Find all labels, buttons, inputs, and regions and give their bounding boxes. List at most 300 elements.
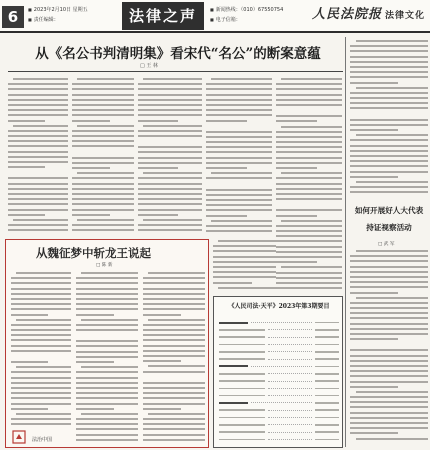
contents-row (219, 377, 339, 384)
text-line (350, 76, 428, 78)
text-line (218, 240, 276, 242)
text-line (143, 392, 205, 394)
text-line (350, 432, 398, 434)
contents-row (219, 319, 339, 326)
text-line (76, 382, 138, 384)
text-line (206, 114, 272, 116)
text-line (281, 126, 342, 128)
contents-list (219, 319, 339, 443)
text-line (350, 82, 398, 84)
text-line (138, 229, 202, 231)
text-line (350, 427, 428, 429)
text-line (276, 230, 342, 232)
text-line (138, 94, 202, 96)
text-line (143, 219, 202, 221)
text-line (11, 423, 71, 425)
text-line (350, 276, 428, 278)
text-line (11, 334, 71, 336)
article-column-5 (276, 78, 342, 293)
text-line (138, 83, 202, 85)
text-line (76, 408, 114, 410)
text-line (8, 88, 68, 90)
column-logo-icon (12, 430, 26, 444)
text-line (8, 140, 68, 142)
text-line (72, 114, 134, 116)
contents-row (219, 428, 339, 435)
text-line (350, 396, 428, 398)
text-line (143, 308, 205, 310)
text-line (138, 146, 202, 148)
text-line (206, 189, 272, 191)
page-number: 6 (2, 6, 24, 28)
text-line (276, 136, 342, 138)
article-column-3 (138, 78, 202, 236)
text-line (350, 61, 428, 63)
text-line (11, 324, 71, 326)
text-line (76, 351, 138, 353)
text-line (16, 319, 71, 321)
text-line (276, 131, 342, 133)
text-line (143, 397, 205, 399)
feature-headline: 从魏征梦中斩龙王说起 (36, 246, 151, 260)
text-line (72, 224, 134, 226)
text-line (11, 329, 71, 331)
text-line (11, 350, 71, 352)
text-line (356, 250, 428, 252)
text-line (276, 141, 342, 143)
text-line (72, 209, 134, 211)
feature-box (5, 239, 209, 448)
text-line (276, 225, 342, 227)
text-line (13, 125, 68, 127)
text-line (76, 387, 138, 389)
text-line (72, 188, 134, 190)
text-line (11, 339, 71, 341)
text-line (276, 251, 342, 253)
text-line (143, 78, 202, 80)
text-line (350, 323, 428, 325)
text-line (16, 366, 71, 368)
text-line (276, 99, 342, 101)
main-author: □ 王 林 (140, 63, 158, 69)
text-line (350, 255, 428, 257)
text-line (276, 287, 342, 289)
text-line (276, 246, 342, 248)
text-line (8, 104, 68, 106)
text-line (11, 387, 71, 389)
text-line (72, 130, 134, 132)
text-line (356, 87, 428, 89)
text-line (138, 135, 202, 137)
text-line (138, 88, 202, 90)
contents-row (219, 414, 339, 421)
text-line (213, 282, 252, 284)
text-line (206, 88, 272, 90)
text-line (350, 165, 428, 167)
text-line (350, 375, 428, 377)
text-line (281, 266, 342, 268)
feature-column-3 (143, 272, 205, 444)
text-line (206, 199, 272, 201)
text-line (138, 162, 202, 164)
page-header (0, 0, 430, 33)
text-line (8, 83, 68, 85)
text-line (350, 417, 428, 419)
editor-line: ■ 责任编辑： (28, 15, 88, 25)
sidebar-author: □ 武 军 (378, 242, 395, 247)
text-line (206, 131, 272, 133)
section-title: 法律之声 (122, 2, 204, 30)
text-line (8, 177, 68, 179)
text-line (76, 329, 138, 331)
text-line (350, 160, 428, 162)
text-line (8, 203, 68, 205)
text-line (206, 83, 272, 85)
text-line (76, 356, 138, 358)
text-line (350, 271, 428, 273)
sidebar-column-bottom (350, 250, 428, 446)
contents-row (219, 355, 339, 362)
text-line (72, 183, 134, 185)
text-line (211, 220, 272, 222)
text-line (77, 219, 134, 221)
text-line (206, 104, 272, 106)
text-line (8, 94, 68, 96)
text-line (138, 130, 202, 132)
text-line (213, 276, 276, 278)
text-line (350, 45, 428, 47)
text-line (276, 157, 342, 159)
feature-author: □ 陈 新 (96, 263, 113, 268)
text-line (11, 397, 71, 399)
email-line: ■ 电子信箱： (210, 15, 283, 25)
text-line (143, 418, 205, 420)
text-line (350, 119, 428, 121)
text-line (138, 209, 202, 211)
text-line (81, 272, 138, 274)
text-line (350, 97, 428, 99)
text-line (350, 386, 398, 388)
article-column-1 (8, 78, 68, 236)
text-line (350, 360, 428, 362)
text-line (143, 282, 205, 284)
text-line (276, 94, 342, 96)
text-line (276, 193, 342, 195)
text-line (218, 287, 276, 289)
text-line (72, 99, 134, 101)
text-line (11, 282, 71, 284)
text-line (76, 361, 114, 363)
text-line (8, 214, 45, 216)
text-line (11, 308, 71, 310)
brand-name: 人民法院报 (312, 7, 383, 22)
text-line (76, 303, 138, 305)
phone-line: ■ 新闻热线：（010）67550754 (210, 5, 283, 15)
text-line (143, 329, 205, 331)
column-name: 法治中国 (32, 437, 53, 443)
text-line (72, 157, 134, 159)
text-line (276, 146, 342, 148)
text-line (350, 338, 398, 340)
text-line (350, 139, 428, 141)
text-line (143, 303, 205, 305)
text-line (72, 167, 110, 169)
text-line (16, 413, 71, 415)
text-line (72, 203, 134, 205)
text-line (276, 256, 342, 258)
text-line (356, 134, 428, 136)
brand-sub: 法律文化 (385, 11, 426, 21)
text-line (350, 370, 428, 372)
text-line (13, 78, 68, 80)
text-line (143, 434, 205, 436)
text-line (143, 172, 202, 174)
text-line (76, 288, 138, 290)
text-line (143, 408, 181, 410)
text-line (143, 277, 205, 279)
text-line (143, 298, 205, 300)
text-line (276, 188, 342, 190)
text-line (13, 219, 68, 221)
text-line (76, 282, 138, 284)
newspaper-brand (312, 3, 425, 22)
text-line (356, 391, 428, 393)
text-line (350, 302, 428, 304)
text-line (206, 157, 272, 159)
text-line (11, 345, 71, 347)
text-line (76, 392, 138, 394)
text-line (76, 277, 138, 279)
text-line (143, 387, 205, 389)
contents-row (219, 421, 339, 428)
text-line (138, 188, 202, 190)
text-line (72, 229, 134, 231)
text-line (138, 109, 202, 111)
text-line (138, 224, 202, 226)
text-line (356, 181, 428, 183)
text-line (350, 312, 428, 314)
text-line (206, 225, 272, 227)
text-line (350, 260, 428, 262)
text-line (350, 107, 428, 109)
text-line (138, 198, 202, 200)
text-line (76, 403, 138, 405)
text-line (276, 261, 317, 263)
contents-row (219, 392, 339, 399)
text-line (350, 186, 428, 188)
text-line (276, 167, 317, 169)
text-line (148, 319, 205, 321)
date-line: ■ 2023年2月10日 星期五 (28, 5, 88, 15)
text-line (143, 423, 205, 425)
text-line (8, 145, 68, 147)
text-line (350, 333, 428, 335)
text-line (206, 136, 272, 138)
text-line (11, 314, 48, 316)
text-line (76, 340, 138, 342)
text-line (281, 78, 342, 80)
text-line (11, 408, 48, 410)
text-line (350, 176, 398, 178)
text-line (8, 135, 68, 137)
text-line (276, 83, 342, 85)
text-line (350, 124, 428, 126)
contents-row (219, 399, 339, 406)
feature-column-1 (11, 272, 71, 428)
text-line (138, 114, 202, 116)
text-line (8, 209, 68, 211)
text-line (276, 198, 342, 200)
text-line (350, 365, 428, 367)
text-line (350, 328, 428, 330)
text-line (213, 266, 276, 268)
text-line (8, 114, 68, 116)
text-line (350, 355, 428, 357)
text-line (138, 177, 202, 179)
text-line (76, 377, 138, 379)
text-line (276, 277, 342, 279)
text-line (138, 193, 202, 195)
text-line (11, 298, 71, 300)
text-line (143, 439, 205, 441)
text-line (350, 349, 428, 351)
text-line (276, 88, 342, 90)
text-line (138, 157, 202, 159)
text-line (11, 418, 71, 420)
text-line (350, 171, 428, 173)
text-line (8, 161, 68, 163)
text-line (11, 392, 71, 394)
text-line (72, 135, 134, 137)
contents-row (219, 348, 339, 355)
text-line (206, 230, 272, 232)
text-line (143, 288, 205, 290)
text-line (276, 151, 342, 153)
article-column-2 (72, 78, 134, 236)
text-line (206, 99, 272, 101)
text-line (276, 183, 342, 185)
text-line (76, 371, 138, 373)
text-line (206, 177, 272, 179)
text-line (138, 151, 202, 153)
text-line (143, 428, 205, 430)
contents-row (219, 370, 339, 377)
text-line (8, 193, 68, 195)
text-line (76, 434, 138, 436)
text-line (206, 162, 272, 164)
text-line (138, 99, 202, 101)
text-line (350, 422, 428, 424)
text-line (143, 293, 205, 295)
text-line (11, 377, 71, 379)
text-line (350, 281, 428, 283)
text-line (276, 115, 342, 117)
text-line (143, 371, 205, 373)
text-line (281, 220, 342, 222)
text-line (8, 156, 68, 158)
text-line (138, 203, 202, 205)
text-line (213, 261, 276, 263)
text-line (72, 140, 134, 142)
text-line (8, 130, 68, 132)
text-line (8, 151, 68, 153)
text-line (143, 355, 205, 357)
text-line (350, 92, 428, 94)
text-line (77, 78, 134, 80)
text-line (281, 172, 342, 174)
text-line (350, 102, 428, 104)
text-line (350, 145, 428, 147)
sidebar-divider (345, 37, 346, 447)
text-line (350, 381, 428, 383)
text-line (72, 177, 134, 179)
text-line (211, 78, 272, 80)
text-line (350, 50, 428, 52)
text-line (76, 293, 138, 295)
header-meta (28, 5, 88, 25)
text-line (213, 256, 276, 258)
contents-row (219, 341, 339, 348)
text-line (77, 172, 134, 174)
text-line (143, 360, 181, 362)
text-line (350, 317, 428, 319)
main-headline: 从《名公书判清明集》看宋代“名公”的断案意蕴 (35, 46, 321, 62)
text-line (72, 162, 134, 164)
text-line (350, 129, 398, 131)
text-line (350, 155, 428, 157)
text-line (206, 141, 272, 143)
text-line (148, 413, 205, 415)
text-line (72, 145, 134, 147)
text-line (276, 235, 342, 237)
text-line (81, 413, 138, 415)
text-line (206, 109, 272, 111)
text-line (350, 191, 428, 193)
text-line (11, 288, 71, 290)
text-line (276, 215, 317, 217)
text-line (11, 382, 71, 384)
text-line (8, 224, 68, 226)
text-line (356, 438, 428, 440)
text-line (81, 319, 138, 321)
text-line (76, 324, 138, 326)
contents-row (219, 407, 339, 414)
text-line (138, 167, 178, 169)
text-line (8, 198, 68, 200)
text-line (11, 293, 71, 295)
text-line (356, 40, 428, 42)
text-line (206, 146, 272, 148)
text-line (8, 99, 68, 101)
feature-column-2 (76, 272, 138, 444)
text-line (206, 204, 272, 206)
text-line (72, 109, 134, 111)
text-line (276, 272, 342, 274)
text-line (16, 272, 71, 274)
text-line (11, 277, 71, 279)
text-line (350, 286, 428, 288)
text-line (76, 298, 138, 300)
text-line (11, 303, 71, 305)
text-line (276, 240, 342, 242)
text-line (143, 339, 205, 341)
contents-row (219, 436, 339, 443)
text-line (276, 104, 342, 106)
text-line (276, 282, 342, 284)
text-line (350, 307, 428, 309)
text-line (206, 209, 272, 211)
text-line (143, 314, 181, 316)
